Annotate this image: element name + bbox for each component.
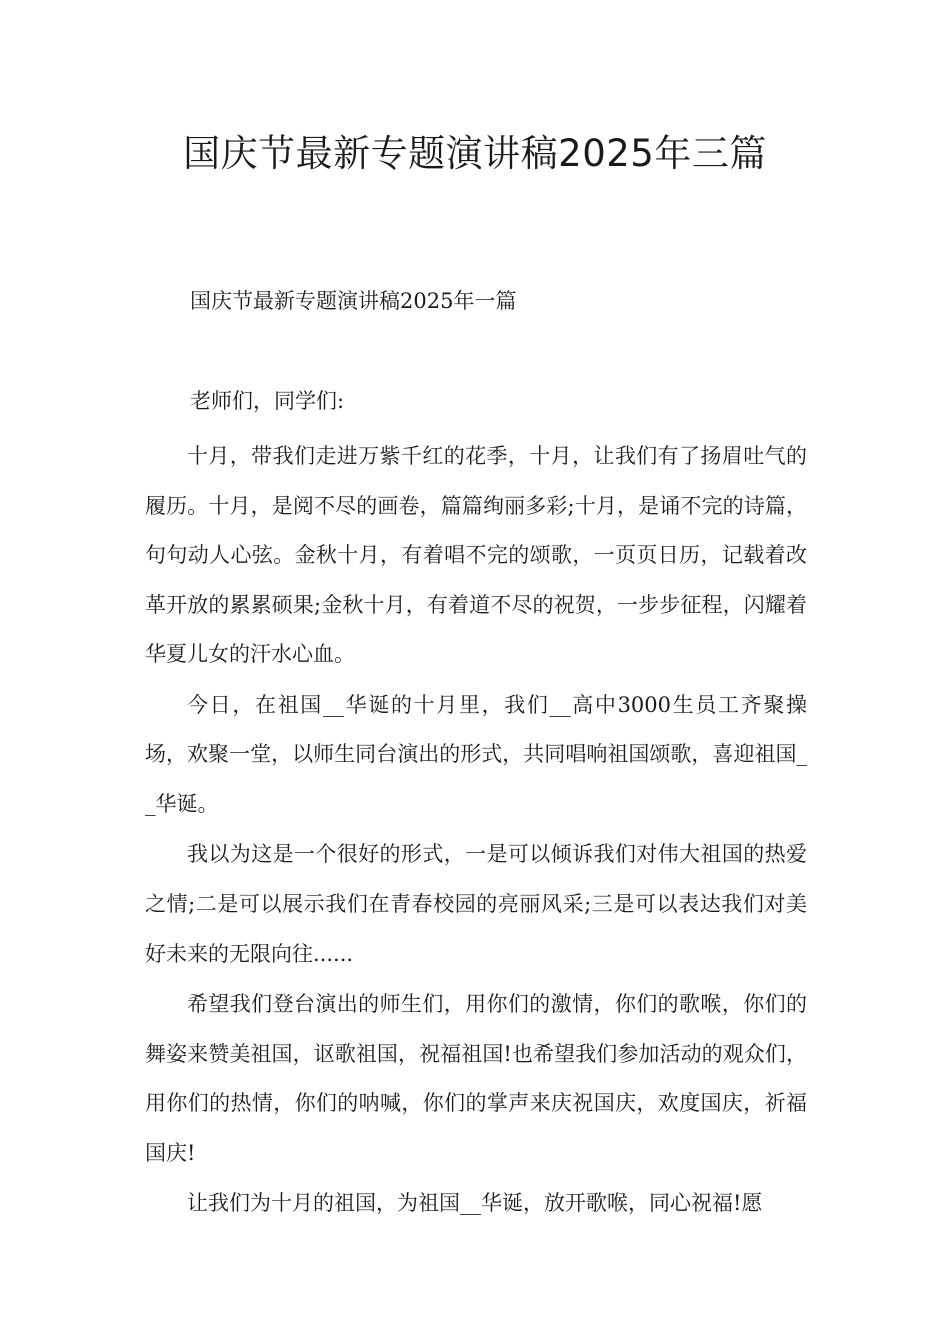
paragraph: 希望我们登台演出的师生们，用你们的激情，你们的歌喉，你们的舞姿来赞美祖国，讴歌祖国，祝福祖国!也希望我们参加活动的观众们，用你们的热情，你们的呐喊，你们的掌声来庆祝国庆，欢度国庆，祈福国庆! [145, 991, 807, 1165]
salutation: 老师们，同学们: [190, 389, 345, 413]
body-text [145, 432, 807, 1229]
paragraph: 今日，在祖国__华诞的十月里，我们__高中3000生员工齐聚操场，欢聚一堂，以师生同台演出的形式，共同唱响祖国颂歌，喜迎祖国__华诞。 [145, 692, 807, 816]
section-title: 国庆节最新专题演讲稿2025年一篇 [190, 289, 517, 313]
document-title: 国庆节最新专题演讲稿2025年三篇 [183, 132, 767, 175]
paragraph: 十月，带我们走进万紫千红的花季，十月，让我们有了扬眉吐气的履历。十月，是阅不尽的画卷，篇篇绚丽多彩;十月，是诵不完的诗篇，句句动人心弦。金秋十月，有着唱不完的颂歌，一页页日历，记载着改革开放的累累硕果;金秋十月，有着道不尽的祝贺，一步步征程，闪耀着华夏儿女的汗水心血。 [145, 444, 807, 667]
paragraph: 让我们为十月的祖国，为祖国__华诞，放开歌喉，同心祝福!愿 [187, 1191, 763, 1216]
paragraph: 我以为这是一个很好的形式，一是可以倾诉我们对伟大祖国的热爱之情;二是可以展示我们在青春校园的亮丽风采;三是可以表达我们对美好未来的无限向往...... [145, 842, 807, 966]
